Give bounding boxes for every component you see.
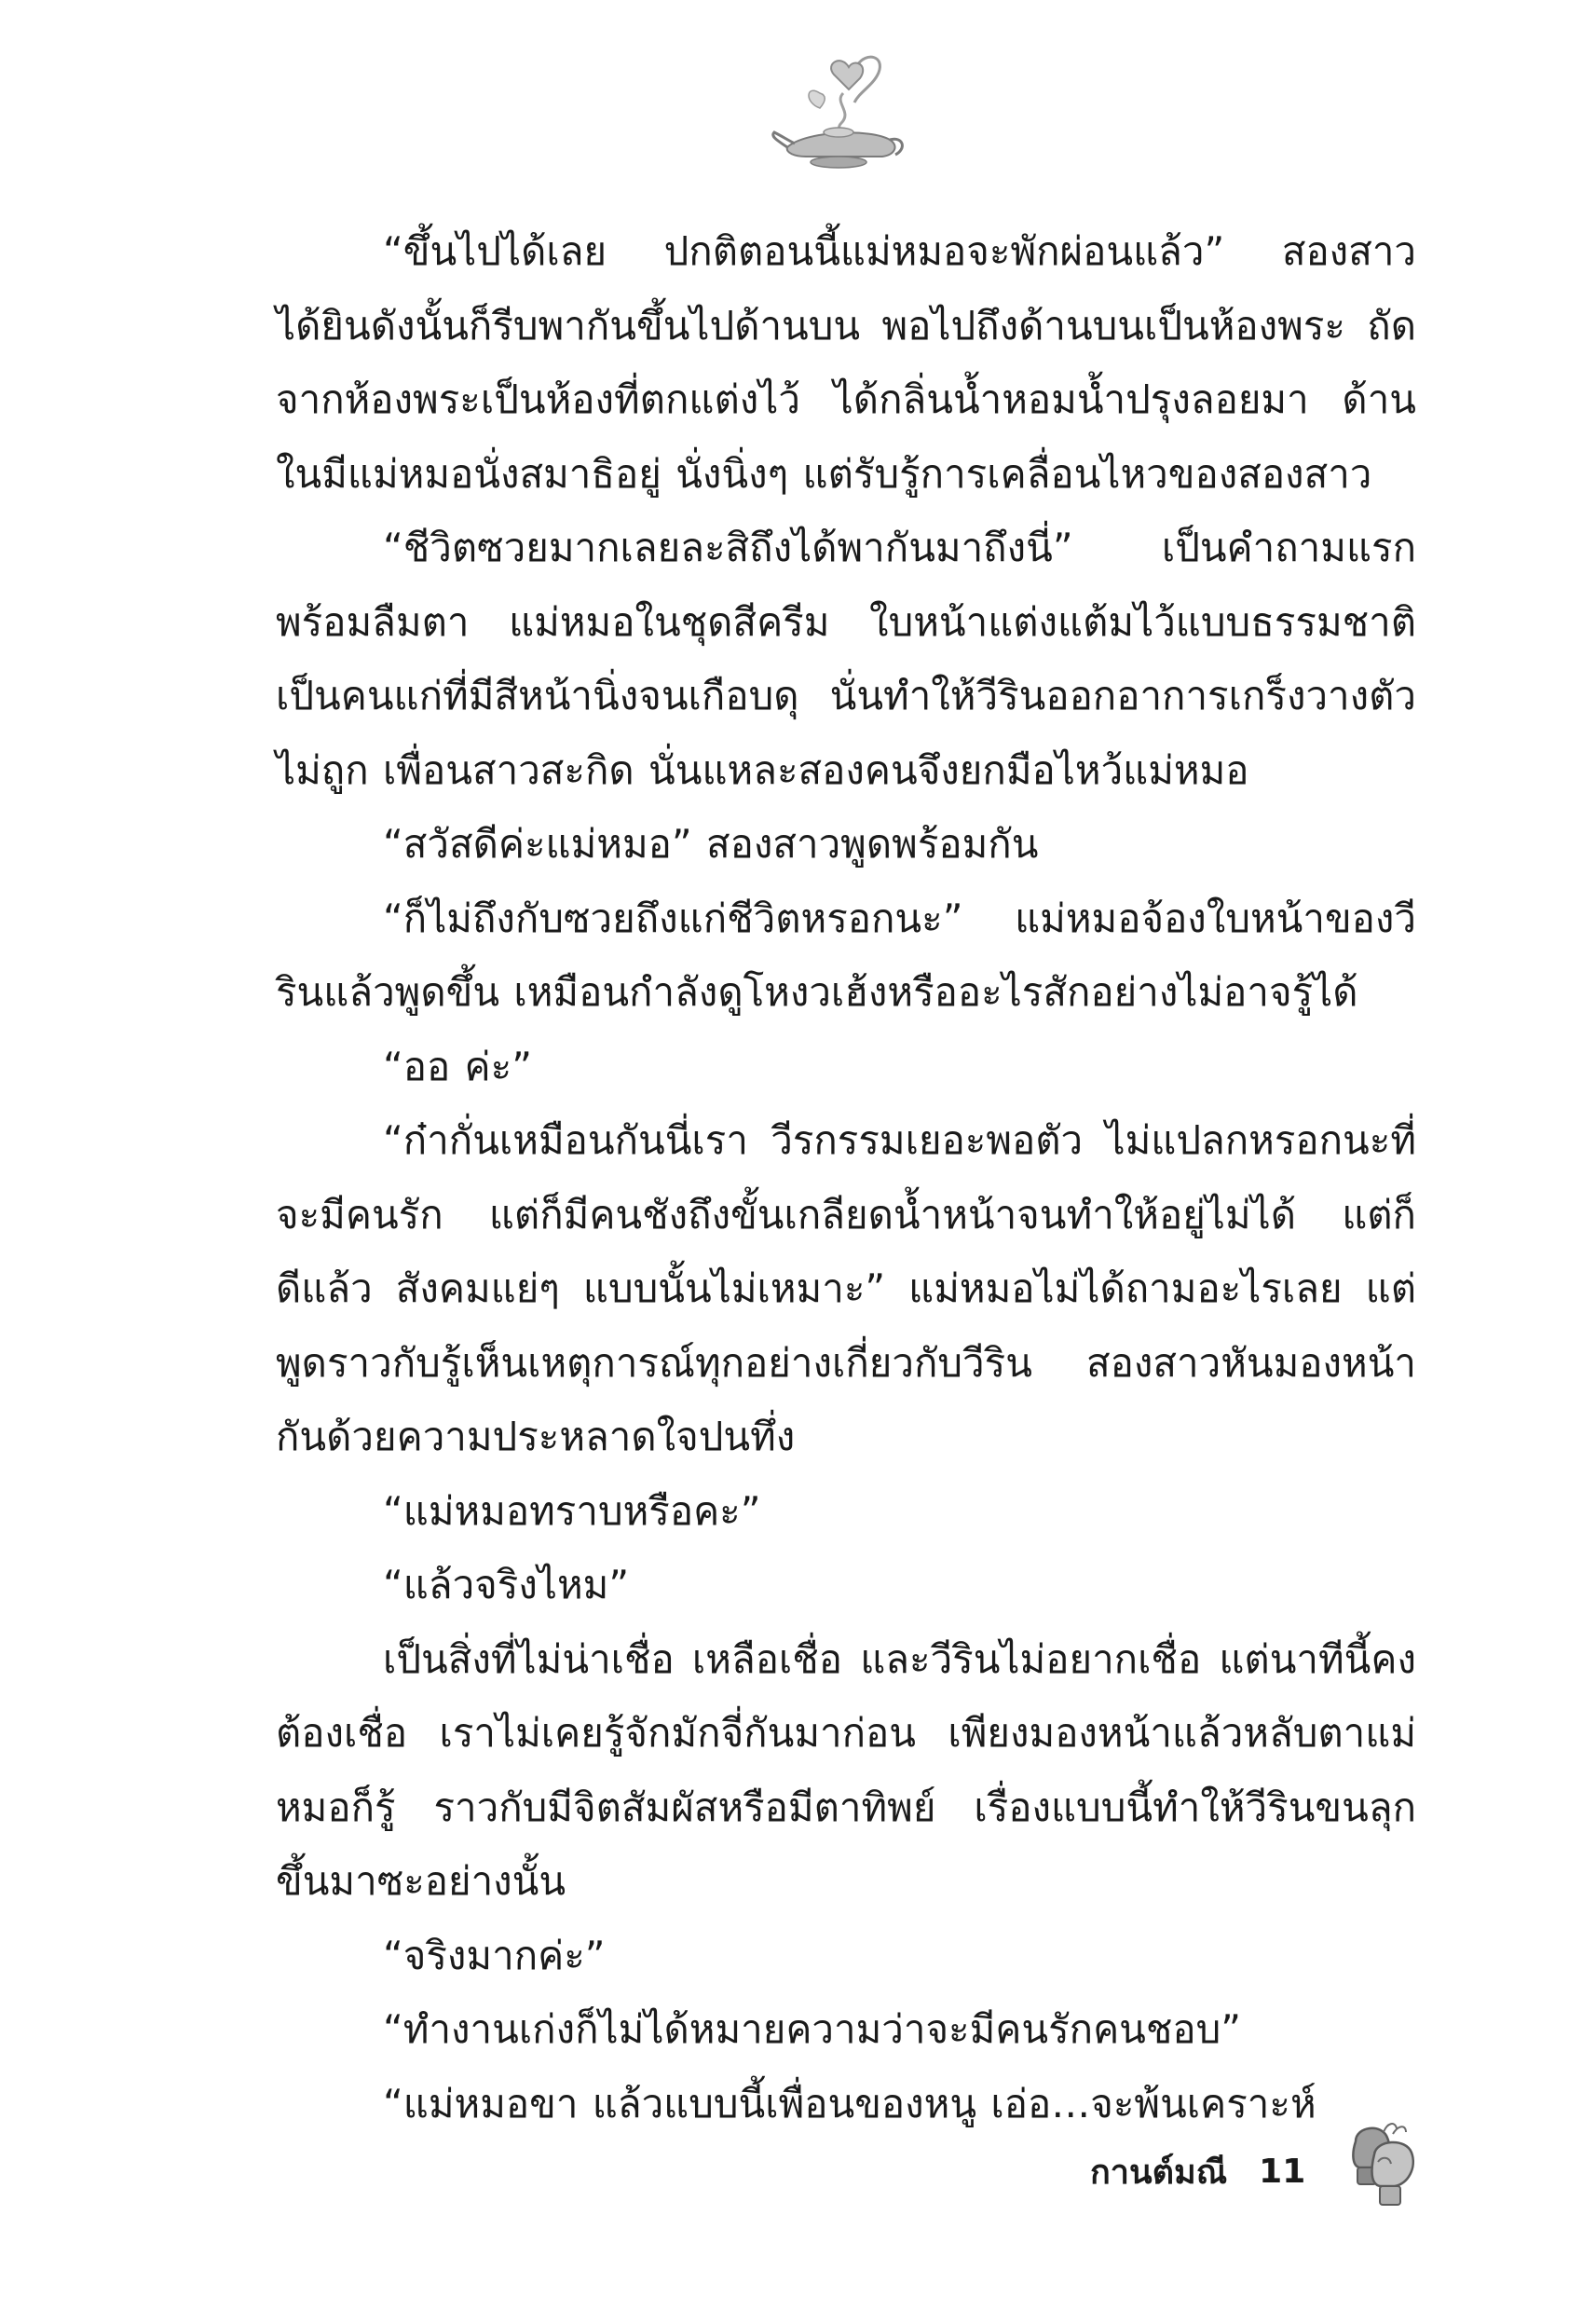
paragraph: “สวัสดีค่ะแม่หมอ” สองสาวพูดพร้อมกัน	[383, 821, 1039, 867]
paragraph: เป็นสิ่งที่ไม่น่าเชื่อ เหลือเชื่อ และวีรินไม่อยากเชื่อ แต่นาทีนี้คงต้องเชื่อ เราไม่เคยรู้จักมักจี่กันมาก่อน เพียงมองหน้าแล้วหลับตาแม่หมอก็รู้ ราวกับมีจิตสัมผัสหรือมีตาทิพย์ เรื่องแบบนี้ทำให้วีรินขนลุกขึ้นมาซะอย่างนั้น	[276, 1635, 1416, 1904]
paragraph: “จริงมากค่ะ”	[383, 1932, 606, 1978]
paragraph: “แล้วจริงไหม”	[383, 1562, 630, 1607]
paragraph: “ออ ค่ะ”	[383, 1043, 532, 1089]
page-footer	[1090, 2139, 1305, 2204]
paragraph: “ขึ้นไปได้เลย ปกติตอนนี้แม่หมอจะพักผ่อนแล้ว” สองสาวได้ยินดังนั้นก็รีบพากันขึ้นไปด้านบน พอไปถึงด้านบนเป็นห้องพระ ถัดจากห้องพระเป็นห้องที่ตกแต่งไว้ ได้กลิ่นน้ำหอมน้ำปรุงลอยมา ด้านในมีแม่หมอนั่งสมาธิอยู่ นั่งนิ่งๆ แต่รับรู้การเคลื่อนไหวของสองสาว	[276, 228, 1416, 497]
boxing-gloves-icon	[1328, 2113, 1430, 2216]
paragraph: “ชีวิตซวยมากเลยละสิถึงได้พากันมาถึงนี่” เป็นคำถามแรกพร้อมลืมตา แม่หมอในชุดสีครีม ใบหน้าแต่งแต้มไว้แบบธรรมชาติเป็นคนแก่ที่มีสีหน้านิ่งจนเกือบดุ นั่นทำให้วีรินออกอาการเกร็งวางตัวไม่ถูก เพื่อนสาวสะกิด นั่นแหละสองคนจึงยกมือไหว้แม่หมอ	[276, 525, 1416, 793]
body-text	[276, 214, 1416, 2140]
paragraph: “ทำงานเก่งก็ไม่ได้หมายความว่าจะมีคนรักคนชอบ”	[383, 2006, 1242, 2052]
book-title: กานต์มณี	[1090, 2153, 1228, 2192]
paragraph: “แม่หมอขา แล้วแบบนี้เพื่อนของหนู เอ่อ…จะพ้นเคราะห์	[383, 2080, 1316, 2126]
paragraph: “แม่หมอทราบหรือคะ”	[383, 1487, 761, 1534]
paragraph: “ก็ไม่ถึงกับซวยถึงแก่ชีวิตหรอกนะ” แม่หมอจ้องใบหน้าของวีรินแล้วพูดขึ้น เหมือนกำลังดูโหงวเฮ้งหรืออะไรสักอย่างไม่อาจรู้ได้	[276, 895, 1416, 1015]
paragraph: “ก๋ากั่นเหมือนกันนี่เรา วีรกรรมเยอะพอตัว ไม่แปลกหรอกนะที่จะมีคนรัก แต่ก็มีคนชังถึงขั้นเกลียดน้ำหน้าจนทำให้อยู่ไม่ได้ แต่ก็ดีแล้ว สังคมแย่ๆ แบบนั้นไม่เหมาะ” แม่หมอไม่ได้ถามอะไรเลย แต่พูดราวกับรู้เห็นเหตุการณ์ทุกอย่างเกี่ยวกับวีริน สองสาวหันมองหน้ากันด้วยความประหลาดใจปนทึ่ง	[276, 1117, 1416, 1459]
page-number: 11	[1259, 2152, 1306, 2191]
magic-lamp-icon	[769, 47, 908, 177]
